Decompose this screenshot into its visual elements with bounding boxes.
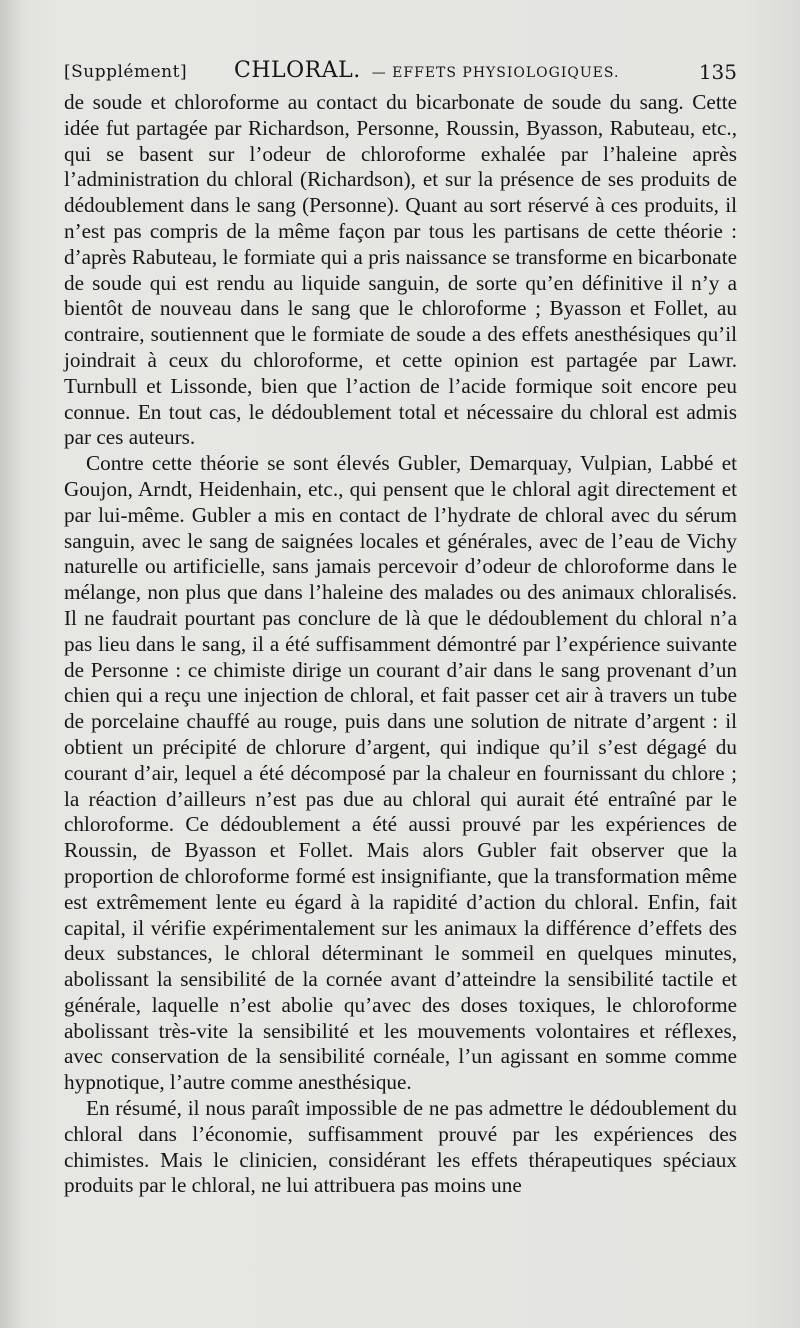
header-title: CHLORAL. xyxy=(234,58,361,83)
header-subtitle: — EFFETS PHYSIOLOGIQUES. xyxy=(371,65,620,81)
paragraph: En résumé, il nous paraît impossible de ne pas admettre le dédoublement du chloral dans l’économie, suffisamment prouvé par les expériences des chimistes. Mais le clinicien, considérant les effets thérapeutiques spéciaux produits par le chloral, ne lui attribuera pas moins une xyxy=(64,1096,737,1198)
paragraph: Contre cette théorie se sont élevés Gubler, Demarquay, Vulpian, Labbé et Goujon, Arndt, Heidenhain, etc., qui pensent que le chloral agit directement et par lui-même. Gubler a mis en contact de l’hydrate de chloral avec du sérum sanguin, avec le sang de saignées locales et générales, avec de l’eau de Vichy naturelle ou artificielle, sans jamais percevoir d’odeur de chloroforme dans le mélange, non plus que dans l’haleine des malades ou des animaux chloralisés. Il ne faudrait pourtant pas conclure de là que le dédoublement du chloral n’a pas lieu dans le sang, il a été suffisamment démontré par l’expérience suivante de Personne : ce chimiste dirige un courant d’air dans le sang provenant d’un chien qui a reçu une injection de chloral, et fait passer cet air à travers un tube de porcelaine chauffé au rouge, puis dans une solution de nitrate d’argent : il obtient un précipité de chlorure d’argent, qui indique qu’il s’est dégagé du courant d’air, lequel a été décomposé par la chaleur en fournissant du chlore ; la réaction d’ailleurs n’est pas due au chloral qui aurait été entraîné par le chloroforme. Ce dédoublement a été aussi prouvé par les expériences de Roussin, de Byasson et Follet. Mais alors Gubler fait observer que la proportion de chloroforme formé est insignifiante, que la transformation même est extrêmement lente eu égard à la rapidité d’action du chloral. Enfin, fait capital, il vérifie expérimentalement sur les animaux la différence d’effets des deux substances, le chloral déterminant le sommeil en quelques minutes, abolissant la sensibilité de la cornée avant d’atteindre la sensibilité tactile et générale, laquelle n’est abolie qu’avec des doses toxiques, le chloroforme abolissant très-vite la sensibilité et les mouvements volontaires et réflexes, avec conservation de la sensibilité cornéale, l’un agissant en somme comme hypnotique, l’autre comme anesthésique. xyxy=(64,451,737,1095)
running-header xyxy=(64,58,737,88)
paragraph: de soude et chloroforme au contact du bicarbonate de soude du sang. Cette idée fut partagée par Richardson, Personne, Roussin, Byasson, Rabuteau, etc., qui se basent sur l’odeur de chloroforme exhalée par l’haleine après l’administration du chloral (Richardson), et sur la présence de ses produits de dédoublement dans le sang (Personne). Quant au sort réservé à ces produits, il n’est pas compris de la même façon par tous les partisans de cette théorie : d’après Rabuteau, le formiate qui a pris naissance se transforme en bicarbonate de soude qui est rendu au liquide sanguin, de sorte qu’en définitive il n’y a bientôt de nouveau dans le sang que le chloroforme ; Byasson et Follet, au contraire, soutiennent que le formiate de soude a des effets anesthésiques qu’il joindrait à ceux du chloroforme, et cette opinion est partagée par Lawr. Turnbull et Lissonde, bien que l’action de l’acide formique soit encore peu connue. En tout cas, le dédoublement total et nécessaire du chloral est admis par ces auteurs. xyxy=(64,90,737,450)
header-title-group xyxy=(234,58,619,83)
page-number: 135 xyxy=(698,60,737,84)
header-section-label: [Supplément] xyxy=(64,62,188,82)
body-text xyxy=(64,90,737,1199)
